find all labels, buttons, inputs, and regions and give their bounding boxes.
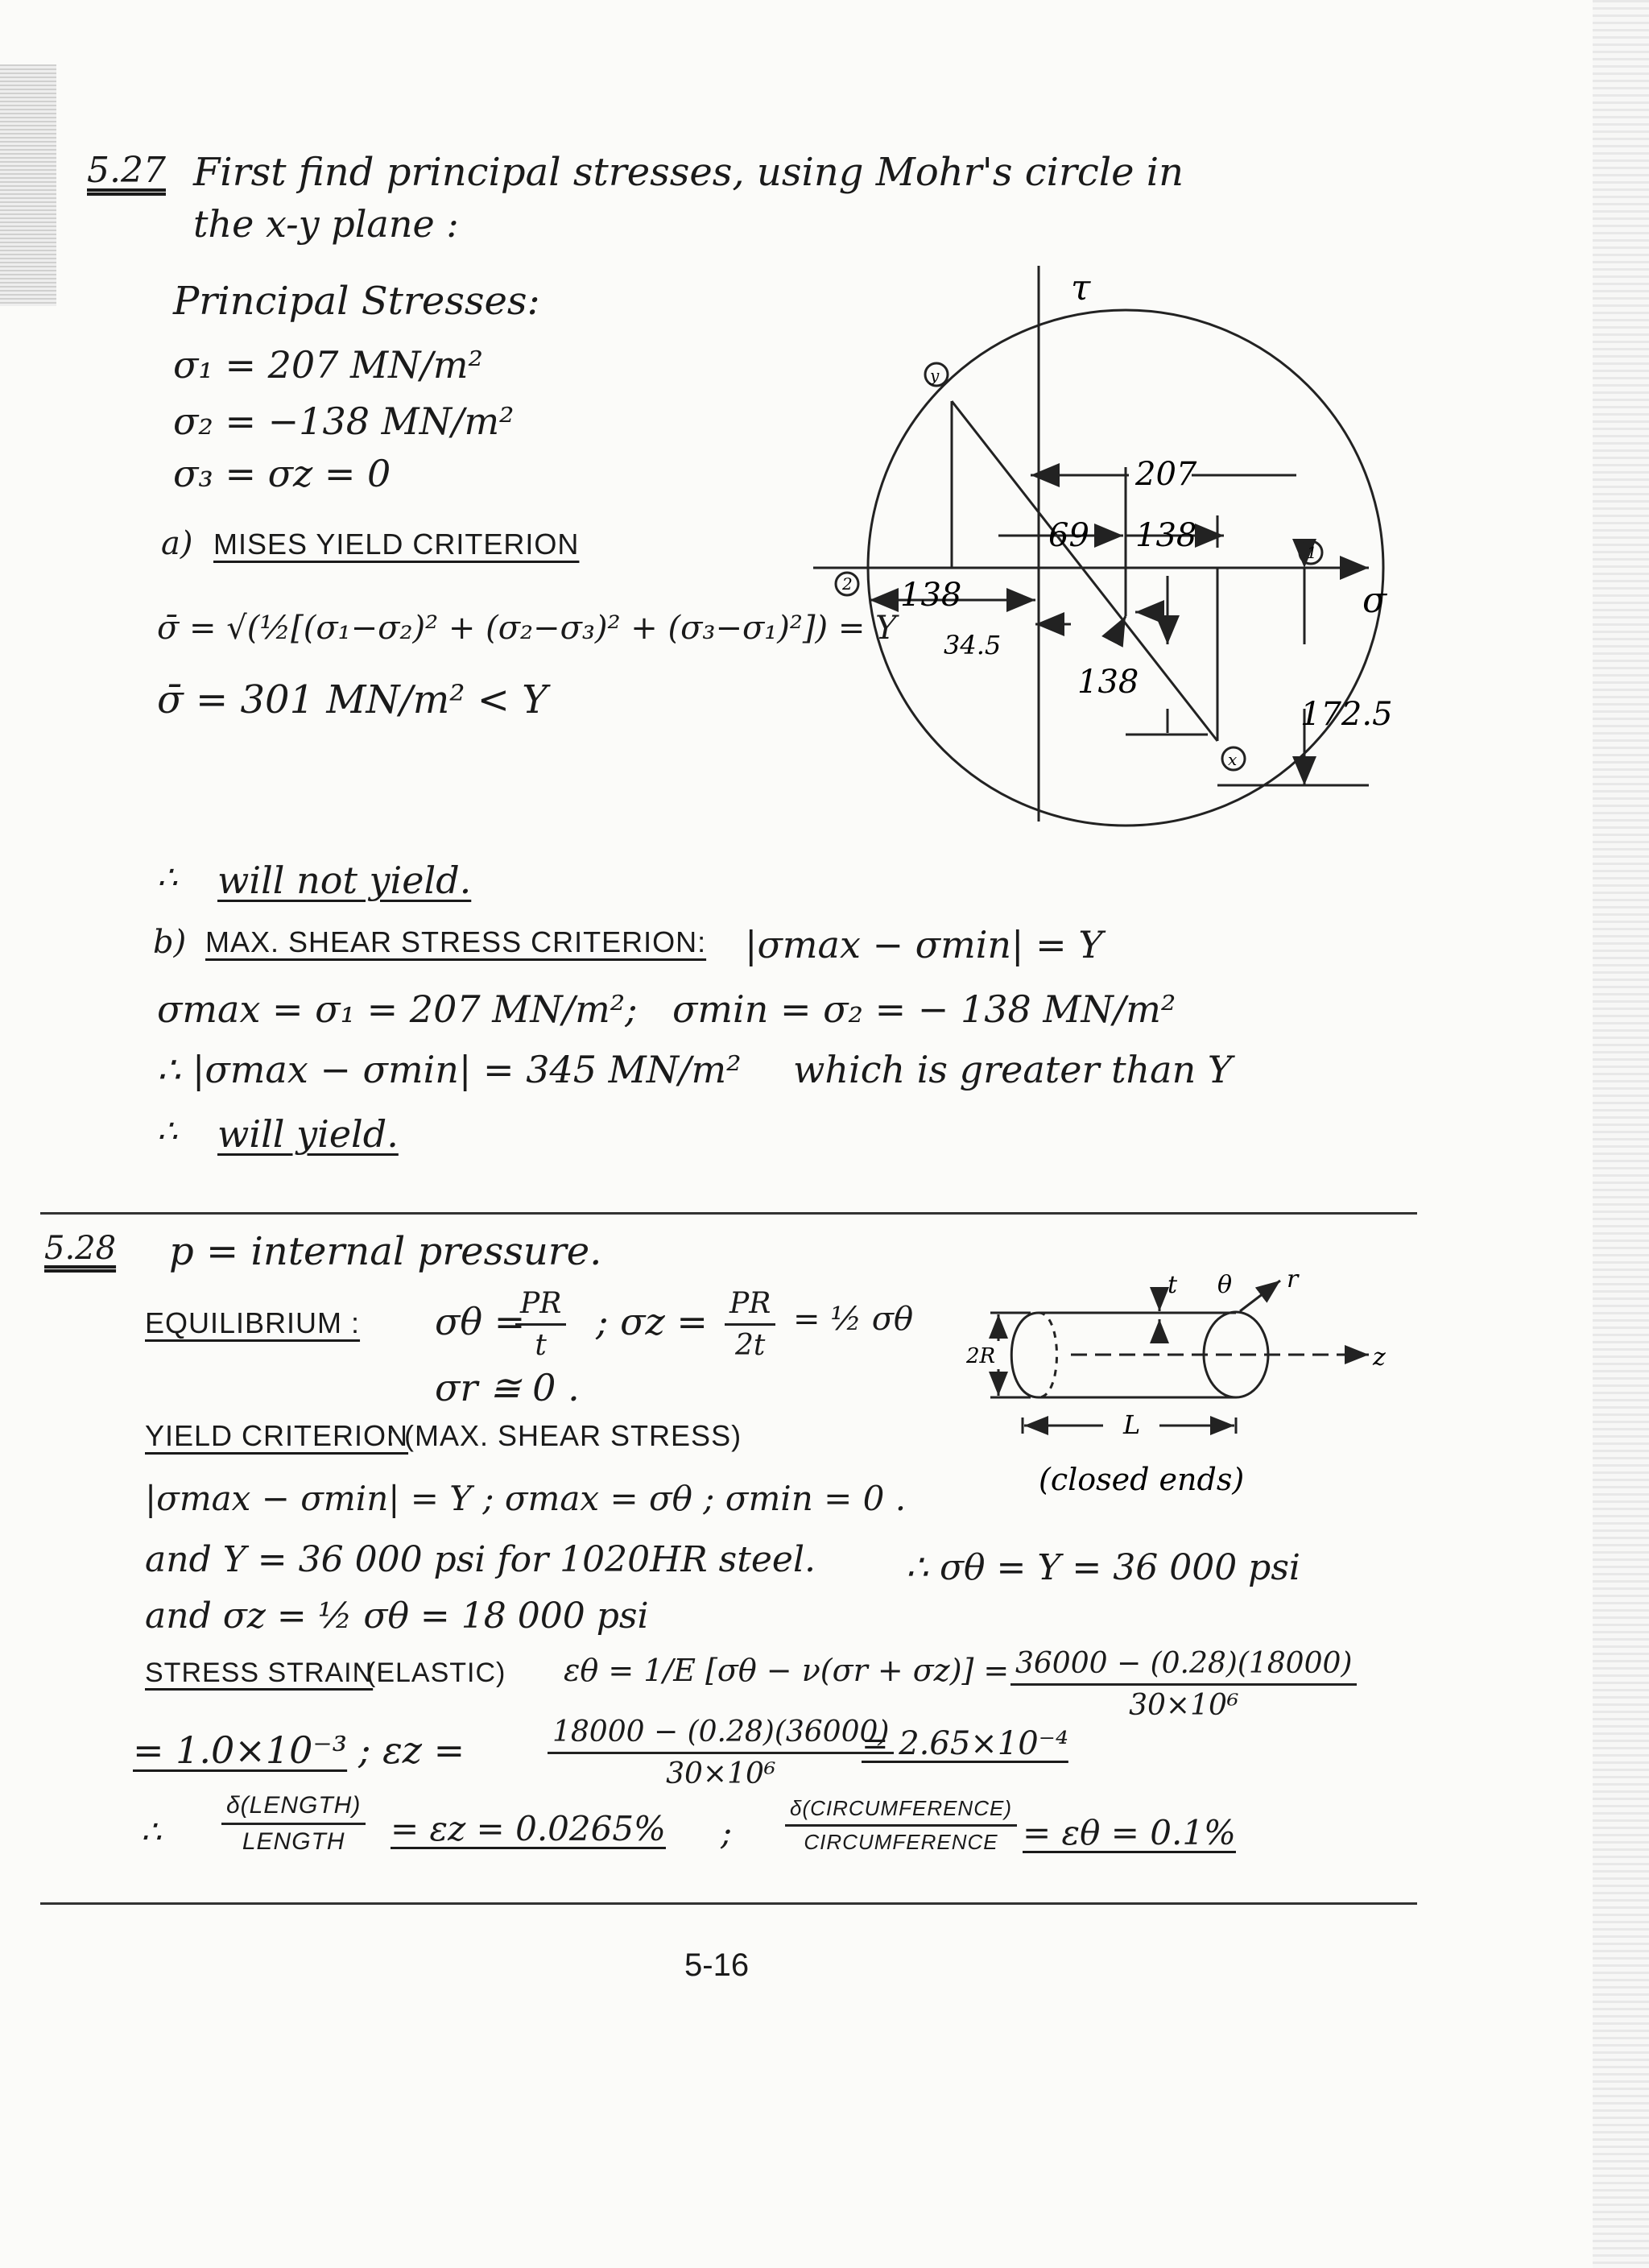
point-y-label: y — [930, 366, 940, 385]
z-stress-result: and σz = ½ σθ = 18 000 psi — [145, 1595, 649, 1637]
point-2-label: 2 — [842, 574, 853, 594]
theta-label: θ — [1217, 1271, 1233, 1299]
point-1-label: 1 — [1307, 543, 1317, 562]
mises-result: σ̄ = 301 MN/m² < Y — [157, 677, 548, 722]
yield-criterion-type: : (MAX. SHEAR STRESS) — [386, 1419, 742, 1452]
part-b-title: MAX. SHEAR STRESS CRITERION: — [205, 925, 707, 958]
sigma-theta-lhs: σθ = — [435, 1300, 526, 1343]
part-a-title: MISES YIELD CRITERION — [213, 528, 580, 561]
part-a-label: a) — [161, 525, 193, 562]
dim-138-left: 138 — [900, 577, 962, 614]
length-fraction — [221, 1792, 366, 1856]
scan-edge-left — [0, 64, 56, 306]
dim-34-5: 34.5 — [944, 630, 1002, 660]
eps-theta-numerator: 36000 − (0.28)(18000) — [1010, 1647, 1357, 1686]
yield-equation: |σmax − σmin| = Y ; σmax = σθ ; σmin = 0 . — [145, 1479, 907, 1518]
problem-number-528: 5.28 — [44, 1230, 117, 1267]
abs-diff-line: ∴ |σmax − σmin| = 345 MN/m² — [157, 1048, 742, 1091]
dim-138-top: 138 — [1135, 517, 1197, 554]
sigma2-value: σ₂ = −138 MN/m² — [173, 399, 515, 443]
part-b-label: b) — [153, 924, 187, 961]
equilibrium-label: EQUILIBRIUM : — [145, 1306, 361, 1339]
circumference-numerator: δ(CIRCUMFERENCE) — [785, 1796, 1017, 1827]
intro-line-1: First find principal stresses, using Mohr's circle in — [193, 150, 1184, 195]
eps-theta-formula: εθ = 1/E [σθ − ν(σr + σz)] = — [564, 1653, 1010, 1688]
sigma-r-value: σr ≅ 0 . — [435, 1366, 580, 1409]
circumference-fraction — [785, 1796, 1017, 1855]
dim-207: 207 — [1135, 456, 1197, 493]
pr-numerator: PR — [515, 1287, 566, 1326]
eps-z-lhs: ; εz = — [358, 1728, 465, 1772]
sigma-max-line: σmax = σ₁ = 207 MN/m²; — [157, 987, 638, 1031]
length-strain-result: = εz = 0.0265% — [391, 1809, 666, 1848]
circumference-denominator: CIRCUMFERENCE — [804, 1830, 998, 1854]
diameter-2r-label: 2R — [966, 1344, 996, 1368]
intro-line-2: the x-y plane : — [193, 202, 459, 246]
pr2-numerator: PR — [725, 1287, 775, 1326]
dim-138-vertical: 138 — [1077, 664, 1139, 701]
elastic-label: (ELASTIC) — [366, 1658, 506, 1688]
length-numerator: δ(LENGTH) — [221, 1792, 366, 1825]
thickness-t-label: t — [1168, 1271, 1178, 1299]
eps-z-fraction — [548, 1715, 894, 1790]
2t-denominator: 2t — [734, 1329, 766, 1362]
y-value-line: and Y = 36 000 psi for 1020HR steel. — [145, 1539, 816, 1580]
sigma3-value: σ₃ = σz = 0 — [173, 452, 391, 495]
r-label: r — [1287, 1265, 1299, 1293]
point-x-label: x — [1228, 750, 1238, 769]
sigma1-value: σ₁ = 207 MN/m² — [173, 343, 483, 387]
dim-172-5: 172.5 — [1300, 696, 1393, 733]
bottom-divider — [40, 1902, 1417, 1905]
tau-label: τ — [1071, 267, 1091, 308]
pressure-vessel-diagram — [918, 1264, 1393, 1506]
mohrs-circle-diagram — [805, 258, 1433, 838]
semicolon: ; — [721, 1813, 733, 1852]
z-axis-label: z — [1373, 1343, 1386, 1372]
eps-z-numerator: 18000 − (0.28)(36000) — [548, 1715, 894, 1754]
scan-edge-right — [1593, 0, 1649, 2268]
t-denominator: t — [535, 1329, 547, 1362]
principal-stresses-heading: Principal Stresses: — [173, 279, 540, 324]
pr-over-t-fraction — [515, 1287, 566, 1362]
therefore-528: ∴ — [141, 1814, 162, 1851]
therefore-a: ∴ — [157, 859, 178, 896]
page-number: 5-16 — [684, 1947, 750, 1983]
sigma-label: σ — [1362, 580, 1387, 621]
sigma-min-line: σmin = σ₂ = − 138 MN/m² — [672, 987, 1176, 1031]
eps-theta-value: = 1.0×10⁻³ — [133, 1728, 348, 1772]
dim-69: 69 — [1048, 517, 1089, 554]
section-divider — [40, 1212, 1417, 1215]
theta-stress-result: ∴ σθ = Y = 36 000 psi — [906, 1547, 1300, 1588]
conclusion-b: will yield. — [217, 1112, 399, 1156]
eps-z-value: = 2.65×10⁻⁴ — [862, 1725, 1068, 1762]
p-definition: p = internal pressure. — [169, 1229, 602, 1274]
yield-criterion-label: YIELD CRITERION — [145, 1419, 409, 1452]
therefore-b: ∴ — [157, 1113, 178, 1150]
problem-number-527: 5.27 — [87, 150, 166, 191]
eps-theta-denominator: 30×10⁶ — [1129, 1689, 1239, 1722]
length-l-label: L — [1123, 1409, 1141, 1440]
pr-over-2t-fraction — [725, 1287, 775, 1362]
eps-theta-fraction — [1010, 1647, 1357, 1722]
part-b-condition: |σmax − σmin| = Y — [745, 923, 1103, 966]
conclusion-a: will not yield. — [217, 859, 472, 902]
closed-ends-caption: (closed ends) — [1039, 1462, 1245, 1497]
eps-z-denominator: 30×10⁶ — [666, 1757, 776, 1790]
half-sigma-theta: = ½ σθ — [793, 1301, 914, 1338]
sigma-z-lhs: ; σz = — [596, 1300, 708, 1343]
greater-than-text: which is greater than Y — [793, 1048, 1233, 1091]
length-denominator: LENGTH — [242, 1828, 345, 1855]
mises-formula: σ̄ = √(½[(σ₁−σ₂)² + (σ₂−σ₃)² + (σ₃−σ₁)²]) = Y — [157, 610, 897, 647]
circumference-strain-result: = εθ = 0.1% — [1023, 1813, 1236, 1852]
stress-strain-label: STRESS STRAIN — [145, 1658, 374, 1688]
